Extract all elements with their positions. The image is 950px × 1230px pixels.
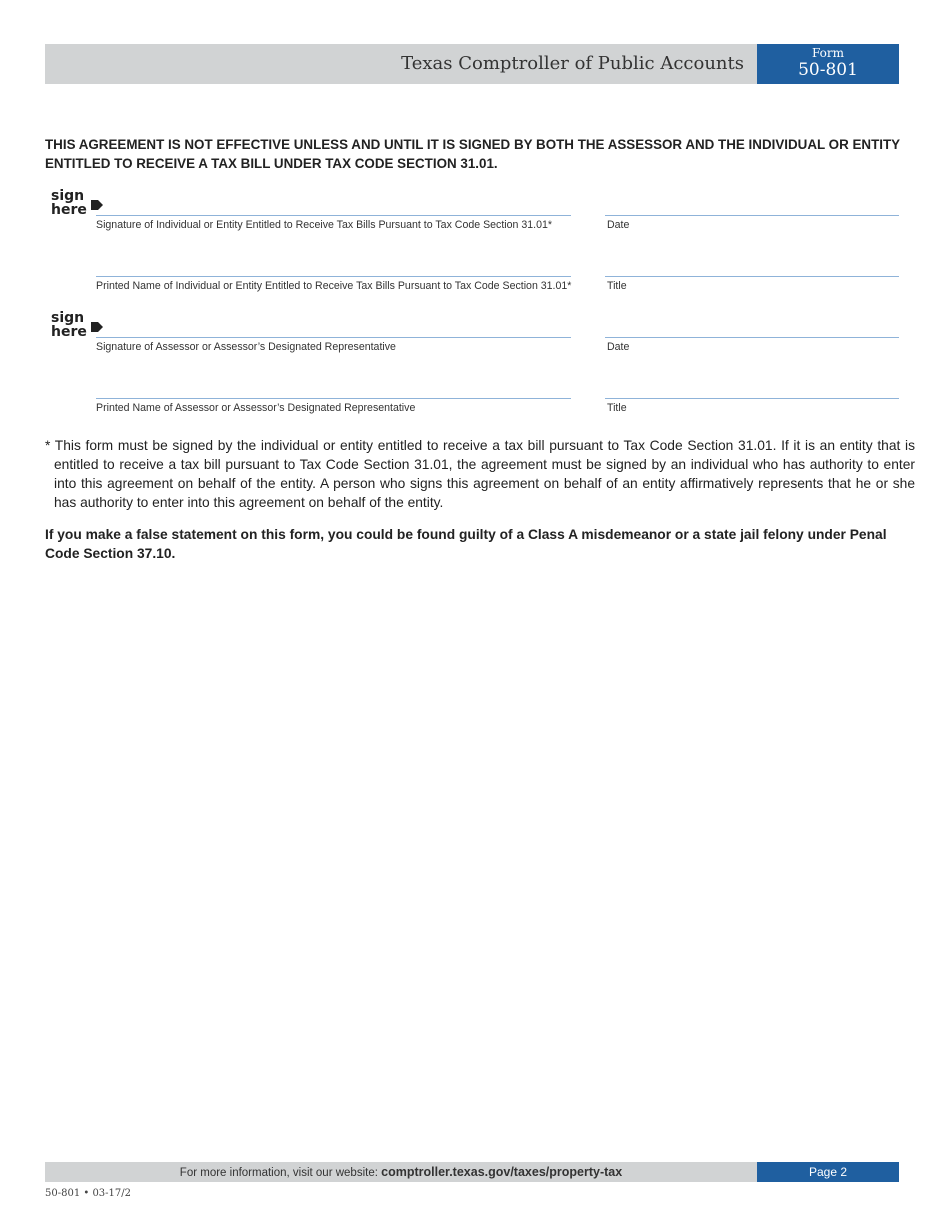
form-revision-code: 50-801 • 03-17/2 (45, 1188, 132, 1199)
header-bar (45, 44, 899, 84)
agency-name: Texas Comptroller of Public Accounts (401, 53, 744, 74)
agreement-warning: THIS AGREEMENT IS NOT EFFECTIVE UNLESS AND UNTIL IT IS SIGNED BY BOTH THE ASSESSOR AND THE INDIVIDUAL OR ENTITY ENTITLED TO RECEIVE A TAX BILL UNDER TAX CODE SECTION 31.01. (45, 137, 900, 171)
individual-date-line[interactable] (605, 215, 899, 216)
sign-here-line1: sign (51, 310, 85, 326)
individual-title-label: Title (607, 280, 627, 292)
assessor-title-label: Title (607, 402, 627, 414)
website-link[interactable]: comptroller.texas.gov/taxes/property-tax (381, 1165, 623, 1179)
assessor-signature-line[interactable] (96, 337, 571, 338)
individual-printed-name-line[interactable] (96, 276, 571, 277)
sign-here-line2: here (51, 324, 87, 340)
signature-footnote: * This form must be signed by the individual or entity entitled to receive a tax bill pursuant to Tax Code Section 31.01. If it is an entity that is entitled to receive a tax bill pursuant to Tax Code Section 31.01, the agreement must be signed by an individual who has authority to enter into this agreement on behalf of the entity. A person who signs this agreement on behalf of an entity affirmatively represents that he or she has authority to enter into this agreement on behalf of the entity. (45, 438, 915, 510)
individual-date-label: Date (607, 219, 630, 231)
form-number-box (757, 44, 899, 84)
arrow-right-icon (91, 320, 104, 334)
assessor-date-line[interactable] (605, 337, 899, 338)
footer-bar (45, 1162, 899, 1182)
sign-here-line1: sign (51, 188, 85, 204)
individual-printed-name-label: Printed Name of Individual or Entity Entitled to Receive Tax Bills Pursuant to Tax Code Section 31.01* (96, 280, 572, 292)
assessor-date-label: Date (607, 341, 630, 353)
individual-signature-label: Signature of Individual or Entity Entitled to Receive Tax Bills Pursuant to Tax Code Section 31.01* (96, 219, 552, 231)
page-number: Page 2 (757, 1162, 899, 1182)
individual-title-line[interactable] (605, 276, 899, 277)
footer-info (45, 1162, 757, 1182)
footer-info-prefix: For more information, visit our website: (179, 1167, 382, 1179)
sign-here-line2: here (51, 202, 87, 218)
individual-signature-line[interactable] (96, 215, 571, 216)
assessor-printed-name-label: Printed Name of Assessor or Assessor’s Designated Representative (96, 402, 416, 414)
arrow-right-icon (91, 198, 104, 212)
form-label: Form (811, 46, 844, 60)
form-number: 50-801 (798, 60, 858, 80)
penalty-notice: If you make a false statement on this form, you could be found guilty of a Class A misdemeanor or a state jail felony under Penal Code Section 37.10. (45, 527, 887, 561)
assessor-signature-label: Signature of Assessor or Assessor’s Designated Representative (96, 341, 396, 353)
assessor-title-line[interactable] (605, 398, 899, 399)
assessor-printed-name-line[interactable] (96, 398, 571, 399)
